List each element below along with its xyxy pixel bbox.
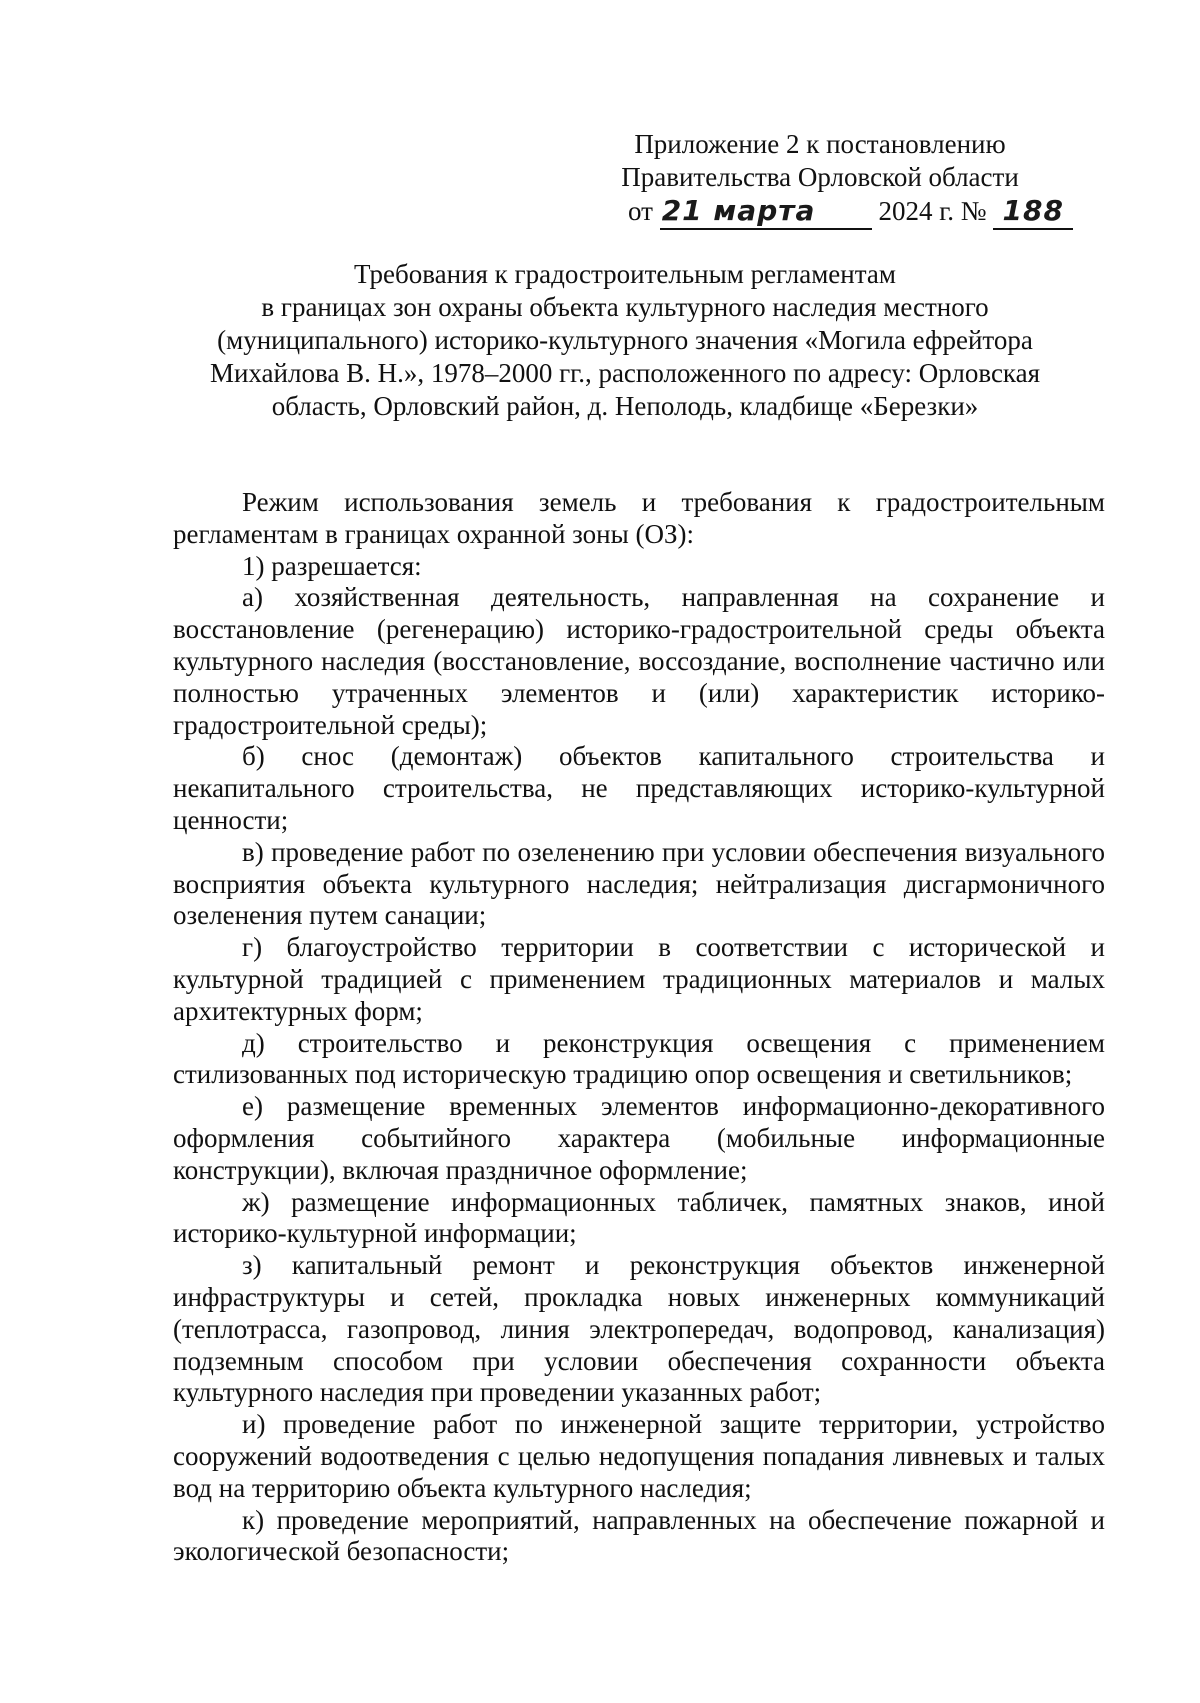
list-item: д) строительство и реконструкция освещения с применением стилизованных под историческую традицию опор освещения и светильников; (173, 1027, 1105, 1090)
appendix-header (560, 128, 1080, 230)
intro-paragraph: Режим использования земель и требования к градостроительным регламентам в границах охранной зоны (ОЗ): (173, 487, 1105, 549)
handwritten-date: 21 марта (661, 194, 816, 227)
title-line: (муниципального) историко-культурного значения «Могила ефрейтора (217, 325, 1033, 355)
title-line: Михайлова В. Н.», 1978–2000 гг., расположенного по адресу: Орловская (209, 358, 1041, 388)
appendix-line-2: Правительства Орловской области (621, 162, 1019, 192)
list-item: г) благоустройство территории в соответствии с исторической и культурной традицией с применением традиционных материалов и малых архитектурных форм; (173, 932, 1105, 1026)
section-heading: 1) разрешается: (242, 550, 422, 581)
appendix-date-line (560, 194, 1080, 230)
date-prefix: от (628, 196, 653, 226)
year-and-number-label: 2024 г. № (878, 196, 987, 226)
title-line: Требования к градостроительным регламентам (354, 259, 896, 289)
list-item: в) проведение работ по озеленению при условии обеспечения визуального восприятия объекта культурного наследия; нейтрализация дисгармоничного озеленения путем санации; (173, 836, 1105, 931)
list-item: а) хозяйственная деятельность, направленная на сохранение и восстановление (регенерацию) историко-градостроительной среды объекта культурного наследия (восстановление, воссоздание, восполнение частично или полностью утраченных элементов и (или) характеристик историко-градостроительной среды); (173, 582, 1105, 740)
list-item: е) размещение временных элементов информационно-декоративного оформления событийного характера (мобильные информационные конструкции), включая праздничное оформление; (173, 1091, 1105, 1185)
handwritten-number: 188 (1002, 194, 1064, 227)
list-item: з) капитальный ремонт и реконструкция объектов инженерной инфраструктуры и сетей, прокладка новых инженерных коммуникаций (теплотрасса, газопровод, линия электропередач, водопровод, канализация) подземным способом при условии обеспечения сохранности объекта культурного наследия при проведении указанных работ; (173, 1250, 1105, 1408)
list-item: к) проведение мероприятий, направленных на обеспечение пожарной и экологической безопасности; (173, 1504, 1105, 1567)
document-title (150, 258, 1100, 423)
appendix-line-1: Приложение 2 к постановлению (634, 129, 1006, 159)
list-item: б) снос (демонтаж) объектов капитального строительства и некапитального строительства, не представляющих историко-культурной ценности; (173, 741, 1105, 835)
title-line: область, Орловский район, д. Неполодь, кладбище «Березки» (271, 391, 979, 421)
list-item: и) проведение работ по инженерной защите территории, устройство сооружений водоотведения с целью недопущения попадания ливневых и талых вод на территорию объекта культурного наследия; (173, 1409, 1105, 1503)
document-body (173, 487, 1105, 1568)
title-line: в границах зон охраны объекта культурного наследия местного (261, 292, 989, 322)
list-item: ж) размещение информационных табличек, памятных знаков, иной историко-культурной информации; (173, 1186, 1105, 1249)
